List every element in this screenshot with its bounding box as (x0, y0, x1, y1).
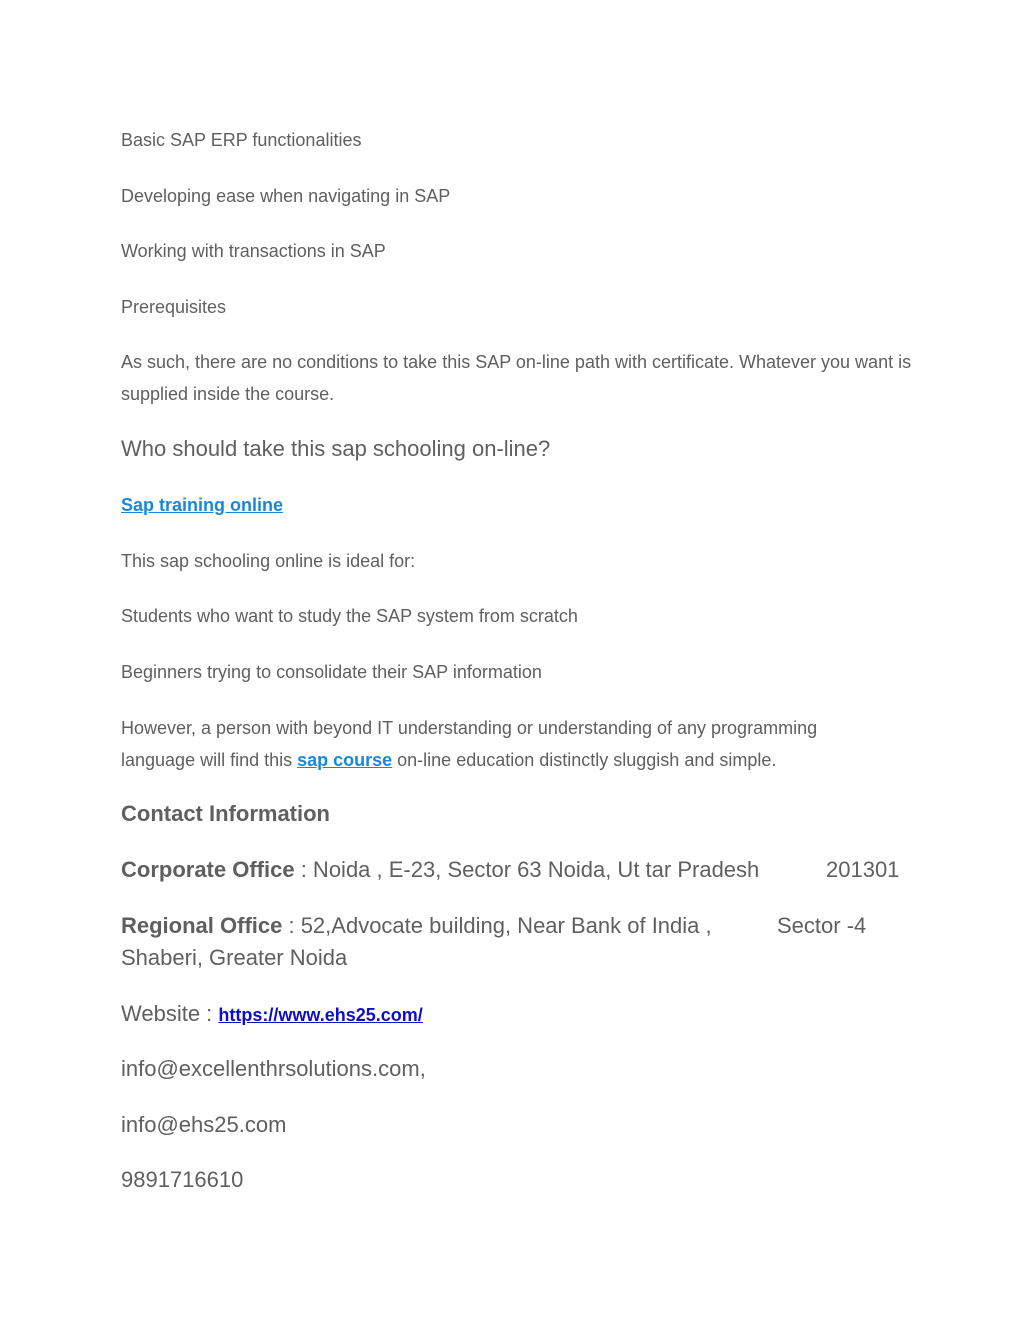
sap-training-link-wrapper (121, 495, 283, 517)
regional-office-line2: Shaberi, Greater Noida (121, 945, 348, 970)
who-heading: Who should take this sap schooling on-line? (121, 436, 551, 461)
corporate-office-line (121, 857, 759, 883)
item-students: Students who want to study the SAP system from scratch (121, 606, 578, 626)
regional-office-line (121, 913, 712, 939)
ideal-for-text: This sap schooling online is ideal for: (121, 551, 416, 571)
regional-office-address: : 52,Advocate building, Near Bank of India , (282, 913, 712, 938)
prerequisites-text: As such, there are no conditions to take this SAP on-line path with certificate. Whatever you want is supplied inside the course. (121, 352, 912, 404)
item-transactions: Working with transactions in SAP (121, 241, 386, 261)
corporate-office-pin: 201301 (826, 857, 900, 882)
sap-training-online-link[interactable]: Sap training online (121, 495, 284, 515)
prerequisites-heading: Prerequisites (121, 297, 227, 317)
item-beginners: Beginners trying to consolidate their SAP information (121, 662, 542, 682)
website-line (121, 1001, 423, 1027)
contact-heading: Contact Information (121, 801, 330, 826)
sap-course-link[interactable]: sap course (297, 750, 393, 770)
item-basic-functionalities: Basic SAP ERP functionalities (121, 130, 362, 150)
corporate-office-label: Corporate Office (121, 857, 295, 882)
phone-number: 9891716610 (121, 1167, 244, 1192)
corporate-office-address: : Noida , E-23, Sector 63 Noida, Ut tar Pradesh (294, 857, 760, 882)
however-text-post: on-line education distinctly sluggish and simple. (392, 750, 777, 770)
email-secondary: info@ehs25.com (121, 1112, 287, 1137)
item-navigating: Developing ease when navigating in SAP (121, 186, 451, 206)
however-text-pre: However, a person with beyond IT understanding or understanding of any programming language will find this (121, 718, 818, 770)
however-paragraph (121, 712, 881, 776)
email-primary: info@excellenthrsolutions.com, (121, 1056, 426, 1081)
regional-office-sector: Sector -4 (777, 913, 867, 938)
regional-office-label: Regional Office (121, 913, 283, 938)
website-link[interactable]: https://www.ehs25.com/ (218, 1005, 423, 1025)
website-label: Website : (121, 1001, 219, 1026)
